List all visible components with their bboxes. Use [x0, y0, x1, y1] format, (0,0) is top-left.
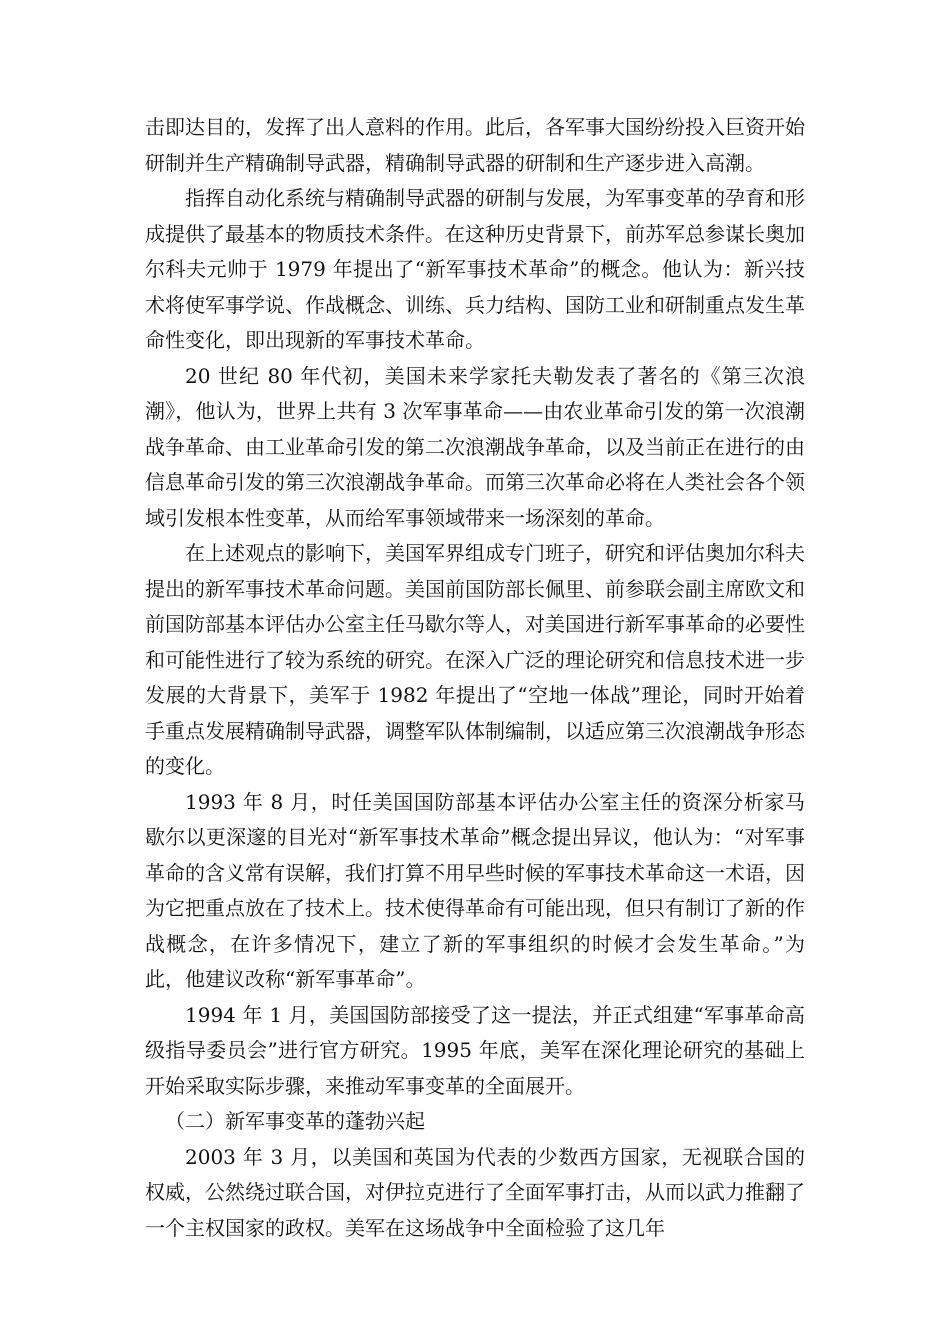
- document-body: [145, 110, 805, 1246]
- paragraph-continuation: 击即达目的，发挥了出人意料的作用。此后，各军事大国纷纷投入巨资开始研制并生产精确制导武器，精确制导武器的研制和生产逐步进入高潮。: [145, 115, 805, 175]
- paragraph-1994: 1994 年 1 月，美国国防部接受了这一提法，并正式组建“军事革命高级指导委员会”进行官方研究。1995 年底，美军在深化理论研究的基础上开始采取实际步骤，来推动军事变革的全面展开。: [145, 1002, 805, 1098]
- section-heading: （二）新军事变革的蓬勃兴起: [165, 1109, 425, 1133]
- paragraph-ogarkov: 指挥自动化系统与精确制导武器的研制与发展，为军事变革的孕育和形成提供了最基本的物质技术条件。在这种历史背景下，前苏军总参谋长奥加尔科夫元帅于 1979 年提出了“新军事技术革命”的概念。他认为：新兴技术将使军事学说、作战概念、训练、兵力结构、国防工业和研制重点发生革命性变化，即出现新的军事技术革命。: [145, 186, 805, 352]
- paragraph-us-military: 在上述观点的影响下，美国军界组成专门班子，研究和评估奥加尔科夫提出的新军事技术革命问题。美国前国防部长佩里、前参联会副主席欧文和前国防部基本评估办公室主任马歇尔等人，对美国进行新军事革命的必要性和可能性进行了较为系统的研究。在深入广泛的理论研究和信息技术进一步发展的大背景下，美军于 1982 年提出了“空地一体战”理论，同时开始着手重点发展精确制导武器，调整军队体制编制，以适应第三次浪潮战争形态的变化。: [145, 541, 805, 778]
- paragraph-iraq: 2003 年 3 月，以美国和英国为代表的少数西方国家，无视联合国的权威，公然绕过联合国，对伊拉克进行了全面军事打击，从而以武力推翻了一个主权国家的政权。美军在这场战争中全面检验了这几年: [145, 1144, 805, 1240]
- paragraph-toffler: 20 世纪 80 年代初，美国未来学家托夫勒发表了著名的《第三次浪潮》，他认为，世界上共有 3 次军事革命——由农业革命引发的第一次浪潮战争革命、由工业革命引发的第二次浪潮战争革命，以及当前正在进行的由信息革命引发的第三次浪潮战争革命。而第三次革命必将在人类社会各个领域引发根本性变革，从而给军事领域带来一场深刻的革命。: [145, 363, 805, 530]
- paragraph-marshall: 1993 年 8 月，时任美国国防部基本评估办公室主任的资深分析家马歇尔以更深邃的目光对“新军事技术革命”概念提出异议，他认为：“对军事革命的含义常有误解，我们打算不用早些时候的军事技术革命这一术语，因为它把重点放在了技术上。技术使得革命有可能出现，但只有制订了新的作战概念，在许多情况下，建立了新的军事组织的时候才会发生革命。”为此，他建议改称“新军事革命”。: [145, 789, 805, 991]
